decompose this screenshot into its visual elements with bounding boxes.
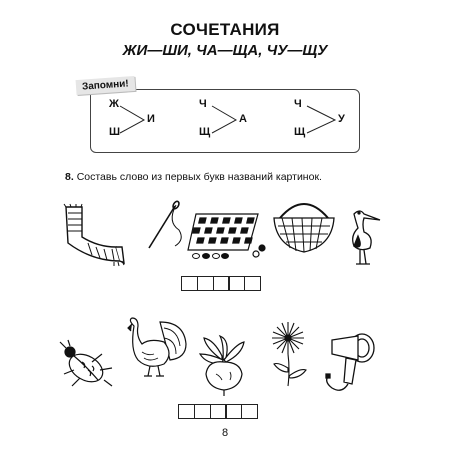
needle-picture: [145, 200, 185, 252]
memo-letter: Ш: [109, 126, 121, 138]
memo-letter: А: [239, 113, 247, 125]
task-text: Составь слово из первых букв названий картинок.: [76, 171, 322, 183]
answer-cells-row1: [181, 276, 260, 291]
answer-cell[interactable]: [213, 276, 230, 291]
page-number: 8: [221, 427, 229, 439]
answer-cells-row2: [178, 404, 257, 419]
answer-cell[interactable]: [225, 404, 242, 419]
answer-cell[interactable]: [241, 404, 258, 419]
answer-cell[interactable]: [178, 404, 195, 419]
scarf-picture: [58, 203, 130, 267]
beetle-picture: [58, 340, 118, 390]
stork-picture: [340, 206, 384, 270]
basket-picture: [272, 196, 336, 256]
page-title: СОЧЕТАНИЯ: [170, 20, 280, 39]
memo-letter: И: [147, 113, 155, 125]
memo-letter: Щ: [294, 126, 306, 138]
answer-cell[interactable]: [181, 276, 198, 291]
task-number: 8.: [65, 171, 74, 183]
memo-letter: Ж: [109, 98, 119, 110]
memo-letter: Ч: [199, 98, 207, 110]
answer-cell[interactable]: [194, 404, 211, 419]
checker-pieces: [190, 250, 230, 262]
answer-cell[interactable]: [210, 404, 227, 419]
aster-picture: [268, 318, 328, 388]
memo-label: Запомни!: [76, 76, 136, 95]
hairdryer-picture: [322, 332, 382, 402]
memo-letter: Ч: [294, 98, 302, 110]
beet-picture: [196, 334, 250, 396]
memo-letter: Щ: [199, 126, 211, 138]
answer-cell[interactable]: [244, 276, 261, 291]
answer-cell[interactable]: [197, 276, 214, 291]
memo-letter: У: [338, 113, 345, 125]
task-instruction: [65, 171, 322, 183]
turkey-picture: [120, 316, 192, 378]
answer-cell[interactable]: [228, 276, 245, 291]
page-subtitle: ЖИ—ШИ, ЧА—ЩА, ЧУ—ЩУ: [122, 42, 328, 59]
